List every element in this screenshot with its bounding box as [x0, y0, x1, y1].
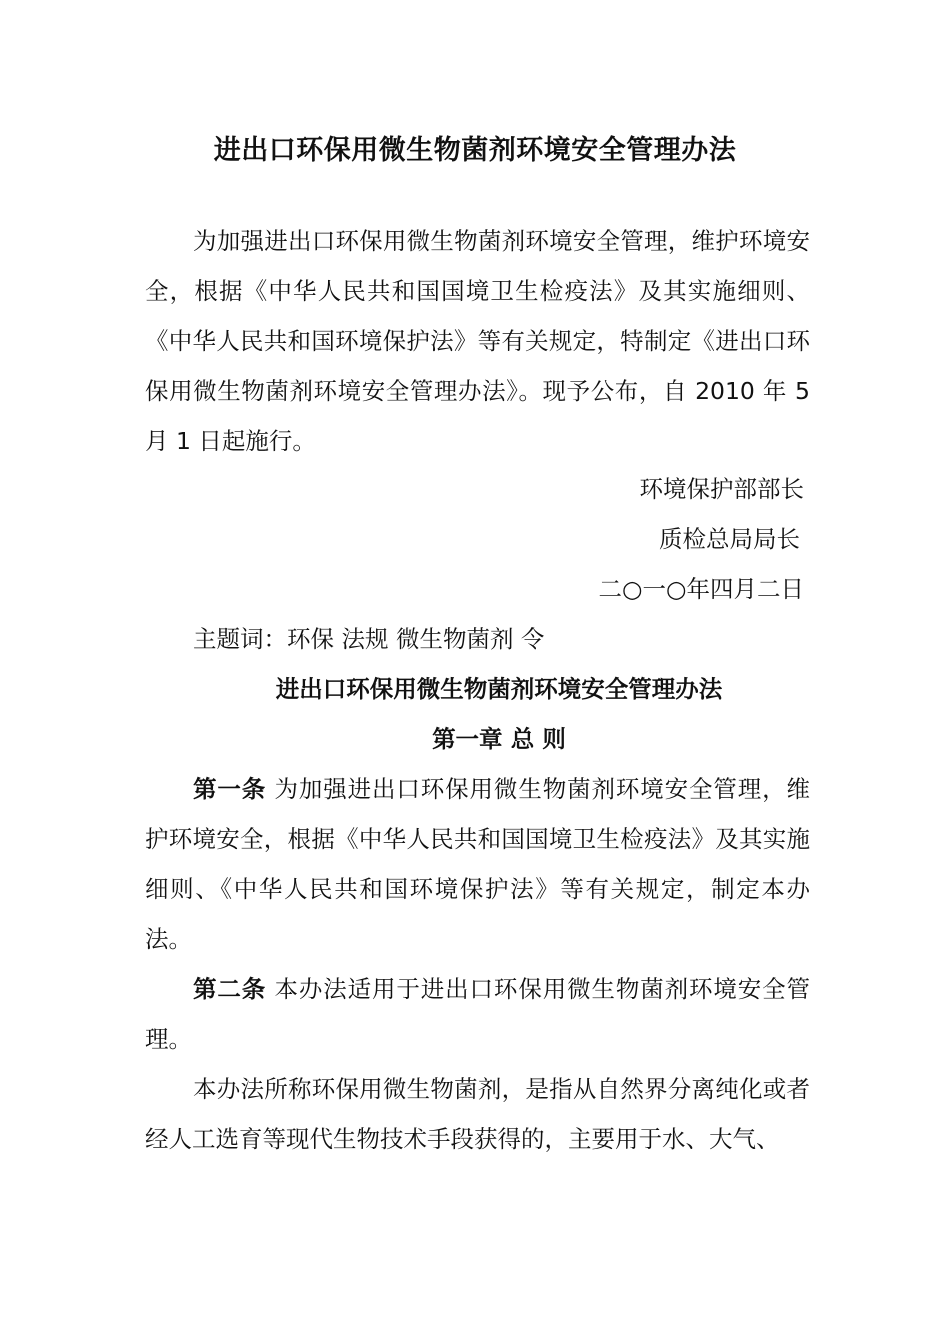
article-1-text: 为加强进出口环保用微生物菌剂环境安全管理，维护环境安全，根据《中华人民共和国国境卫生检疫法》及其实施细则、《中华人民共和国环境保护法》等有关规定，制定本办法。: [145, 775, 810, 953]
paragraph-3: 本办法所称环保用微生物菌剂，是指从自然界分离纯化或者经人工选育等现代生物技术手段获得的，主要用于水、大气、: [145, 1075, 810, 1153]
signature-minister: 环境保护部部长: [639, 475, 804, 503]
article-2-paragraph: [145, 964, 810, 1064]
article-1-label: 第一条: [193, 775, 267, 803]
preamble-paragraph: 为加强进出口环保用微生物菌剂环境安全管理，维护环境安全，根据《中华人民共和国国境卫生检疫法》及其实施细则、《中华人民共和国环境保护法》等有关规定，特制定《进出口环保用微生物菌剂环境安全管理办法》。现予公布，自 2010 年 5 月 1 日起施行。: [145, 227, 810, 455]
document-subtitle: 进出口环保用微生物菌剂环境安全管理办法: [275, 675, 723, 703]
article-2-text: 本办法适用于进出口环保用微生物菌剂环境安全管理。: [145, 975, 810, 1053]
article-2-label: 第二条: [193, 975, 267, 1003]
keywords-line: 主题词：环保 法规 微生物菌剂 令: [193, 625, 545, 653]
signature-date: 二○一○年四月二日: [598, 575, 804, 603]
document-title: 进出口环保用微生物菌剂环境安全管理办法: [213, 135, 737, 166]
signature-director: 质检总局局长: [659, 525, 800, 553]
chapter-heading: 第一章 总 则: [432, 725, 566, 753]
article-1-paragraph: [145, 764, 810, 964]
